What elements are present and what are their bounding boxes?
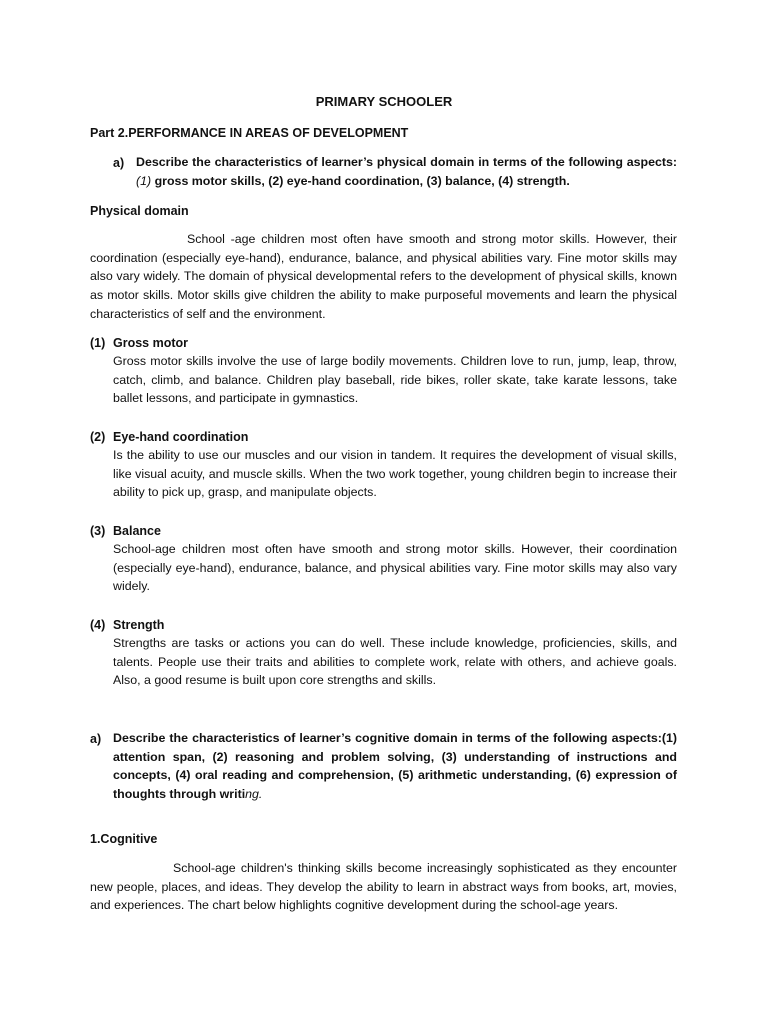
part-heading: Part 2.PERFORMANCE IN AREAS OF DEVELOPMENT xyxy=(90,126,409,140)
item-text: Gross motor skills involve the use of large bodily movements. Children love to run, jump, leap, throw, catch, climb, and balance. Children play baseball, ride bikes, roller skate, take karate lessons, take ballet lessons, and participate in gymnastics. xyxy=(113,354,677,406)
item-number: (1) xyxy=(90,336,106,350)
item-heading: Gross motor xyxy=(113,336,189,350)
question-marker: a) xyxy=(90,732,102,746)
question-text-main: Describe the characteristics of learner’s cognitive domain in terms of the following aspects:(1) attention span, (2) reasoning and problem solving, (3) understanding of instructions and concepts, (4) oral reading and comprehension, (5) arithmetic understanding, (6) expression of thoughts through writi xyxy=(113,731,677,802)
item-text: Is the ability to use our muscles and our vision in tandem. It requires the development of visual skills, like visual acuity, and muscle skills. When the two work together, young children begin to increase their ability to pick up, grasp, and manipulate objects. xyxy=(113,448,677,500)
physical-domain-paragraph: School -age children most often have smooth and strong motor skills. However, their coordination (especially eye-hand), endurance, balance, and physical abilities vary. Fine motor skills may also vary widely. The domain of physical developmental refers to the development of physical skills, known as motor skills. Motor skills give children the ability to make purposeful movements and learn the physical characteristics of self and the environment. xyxy=(90,232,677,321)
item-heading: Balance xyxy=(113,524,161,538)
question-text xyxy=(113,729,677,804)
item-text: School-age children most often have smooth and strong motor skills. However, their coordination (especially eye-hand), endurance, balance, and physical abilities vary. Fine motor skills may also vary widely. xyxy=(113,542,677,594)
question-text-rest: gross motor skills, (2) eye-hand coordination, (3) balance, (4) strength. xyxy=(151,173,570,188)
question-text xyxy=(136,153,677,190)
item-text: Strengths are tasks or actions you can do well. These include knowledge, proficiencies, skills, and talents. People use their traits and abilities to complete work, relate with others, and achieve goals. Also, a good resume is built upon core strengths and skills. xyxy=(113,636,677,688)
page-title: PRIMARY SCHOOLER xyxy=(315,94,453,109)
cognitive-heading: 1.Cognitive xyxy=(90,832,158,846)
question-text-italic: ng. xyxy=(245,787,263,802)
item-number: (4) xyxy=(90,618,106,632)
cognitive-paragraph: School-age children's thinking skills become increasingly sophisticated as they encounter new people, places, and ideas. They develop the ability to learn in abstract ways from books, art, movies, and experiences. The chart below highlights cognitive development during the school-age years. xyxy=(90,861,677,913)
item-number: (2) xyxy=(90,430,106,444)
question-text-italic: (1) xyxy=(136,173,152,188)
question-marker: a) xyxy=(113,156,125,170)
physical-domain-heading: Physical domain xyxy=(90,204,189,218)
item-heading: Strength xyxy=(113,618,165,632)
item-number: (3) xyxy=(90,524,106,538)
question-text-main: Describe the characteristics of learner’s physical domain in terms of the following aspects: xyxy=(136,155,677,169)
item-heading: Eye-hand coordination xyxy=(113,430,249,444)
